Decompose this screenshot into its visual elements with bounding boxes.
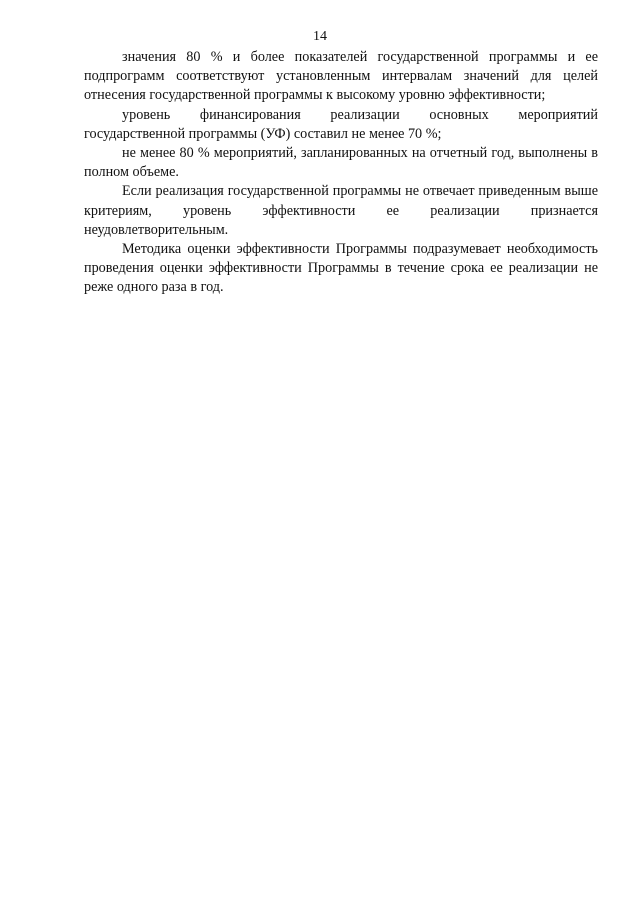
- paragraph-evaluation-frequency: Методика оценки эффективности Программы подразумевает необходимость проведения оценки эффективности Программы в течение срока ее реализации не реже одного раза в год.: [84, 241, 598, 296]
- paragraph-high-efficiency-criterion: значения 80 % и более показателей государственной программы и ее подпрограмм соответствуют установленным интервалам значений для целей отнесения государственной программы к высокому уровню эффективности;: [84, 49, 598, 104]
- paragraph-funding-level-criterion: уровень финансирования реализации основных мероприятий государственной программы (УФ) составил не менее 70 %;: [84, 106, 598, 142]
- page-number: 14: [313, 29, 327, 44]
- paragraph-activities-completion-criterion: не менее 80 % мероприятий, запланированных на отчетный год, выполнены в полном объеме.: [84, 145, 598, 181]
- document-body: [84, 48, 598, 298]
- paragraph-unsatisfactory-efficiency: Если реализация государственной программы не отвечает приведенным выше критериям, уровень эффективности ее реализации признается неудовлетворительным.: [84, 183, 598, 238]
